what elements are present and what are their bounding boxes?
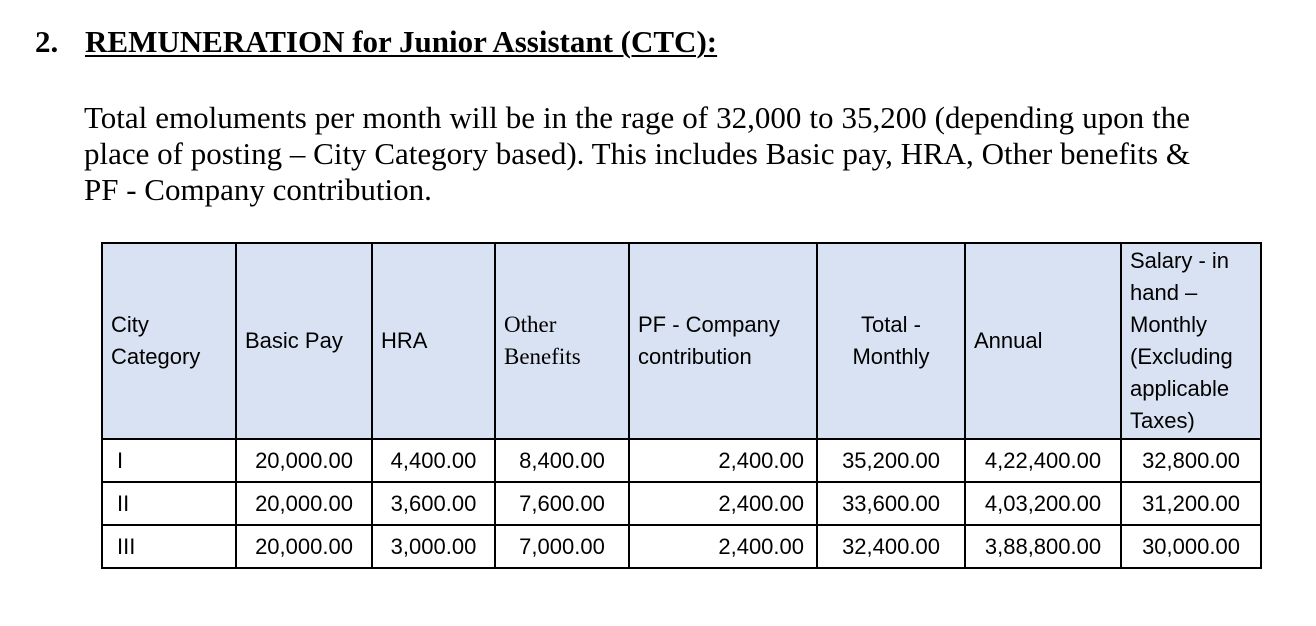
cell-basic-pay: 20,000.00 [236, 439, 372, 482]
header-pf-company-contribution: PF - Company contribution [629, 243, 817, 439]
cell-salary-in-hand: 30,000.00 [1121, 525, 1261, 568]
cell-salary-in-hand: 31,200.00 [1121, 482, 1261, 525]
cell-city-category: II [102, 482, 236, 525]
header-city-category: City Category [102, 243, 236, 439]
table-row [102, 525, 1261, 568]
header-salary-in-hand: Salary - in hand – Monthly (Excluding applicable Taxes) [1121, 243, 1261, 439]
cell-pf-company-contribution: 2,400.00 [629, 525, 817, 568]
cell-annual: 4,03,200.00 [965, 482, 1121, 525]
intro-paragraph: Total emoluments per month will be in the rage of 32,000 to 35,200 (depending upon the place of posting – City Category based). This includes Basic pay, HRA, Other benefits & PF - Company contribution. [84, 100, 1190, 207]
section-title: REMUNERATION for Junior Assistant (CTC): [85, 24, 718, 59]
cell-city-category: III [102, 525, 236, 568]
table-row [102, 439, 1261, 482]
cell-other-benefits: 7,000.00 [495, 525, 629, 568]
cell-annual: 4,22,400.00 [965, 439, 1121, 482]
cell-basic-pay: 20,000.00 [236, 482, 372, 525]
cell-other-benefits: 7,600.00 [495, 482, 629, 525]
table-header-row [102, 243, 1261, 439]
header-hra: HRA [372, 243, 495, 439]
cell-city-category: I [102, 439, 236, 482]
cell-hra: 3,000.00 [372, 525, 495, 568]
header-annual: Annual [965, 243, 1121, 439]
table-row [102, 482, 1261, 525]
section-number: 2. [35, 24, 59, 59]
header-other-benefits: Other Benefits [495, 243, 629, 439]
header-basic-pay: Basic Pay [236, 243, 372, 439]
cell-hra: 4,400.00 [372, 439, 495, 482]
cell-total-monthly: 32,400.00 [817, 525, 965, 568]
cell-other-benefits: 8,400.00 [495, 439, 629, 482]
cell-total-monthly: 33,600.00 [817, 482, 965, 525]
cell-hra: 3,600.00 [372, 482, 495, 525]
cell-basic-pay: 20,000.00 [236, 525, 372, 568]
cell-pf-company-contribution: 2,400.00 [629, 439, 817, 482]
section-heading [35, 24, 717, 60]
cell-salary-in-hand: 32,800.00 [1121, 439, 1261, 482]
cell-total-monthly: 35,200.00 [817, 439, 965, 482]
cell-pf-company-contribution: 2,400.00 [629, 482, 817, 525]
header-total-monthly: Total - Monthly [817, 243, 965, 439]
cell-annual: 3,88,800.00 [965, 525, 1121, 568]
remuneration-table [101, 242, 1262, 569]
